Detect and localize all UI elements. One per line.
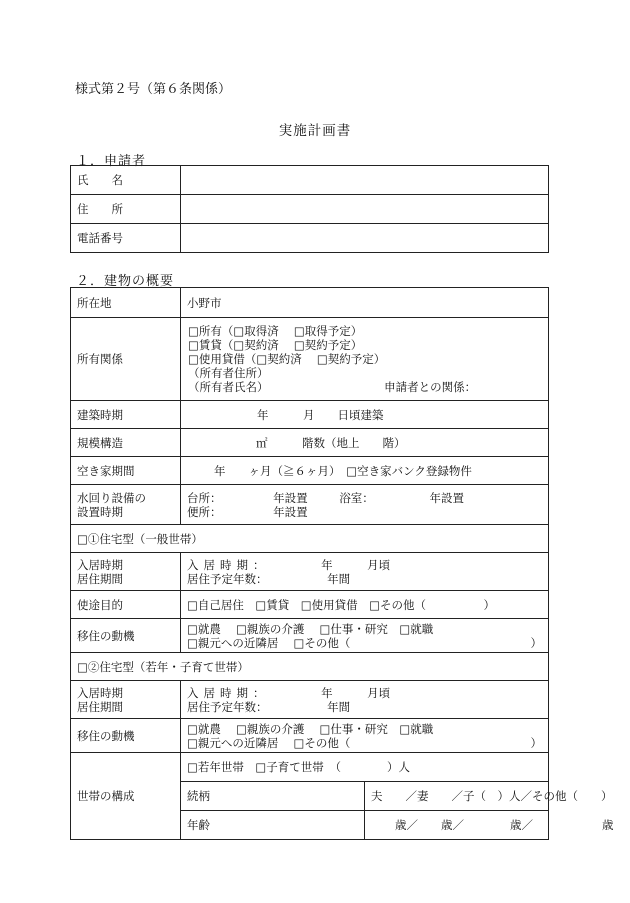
household-type-text: □若年世帯 □子育て世帯 （ ）人 xyxy=(187,760,410,774)
type1-move-in-value: 年 月頃 xyxy=(321,557,391,572)
section-building-heading: ２．建物の概要 xyxy=(76,274,175,289)
table-row xyxy=(71,753,549,840)
name-label: 氏 名 xyxy=(71,166,181,195)
owner-name-label: （所有者氏名） xyxy=(188,380,269,394)
household-subtable xyxy=(181,753,614,839)
type1-stay-caption: 居住予定年数： xyxy=(187,571,268,586)
table-row xyxy=(71,525,549,553)
toilet-label: 便所： xyxy=(187,504,222,519)
table-row xyxy=(71,653,549,681)
toilet-year: 年設置 xyxy=(273,504,308,519)
type1-stay-line xyxy=(187,572,542,586)
type2-stay-value: 年間 xyxy=(327,699,351,714)
type1-period-field[interactable] xyxy=(181,553,549,591)
type2-motive-line1[interactable]: □就農 □親族の介護 □仕事・研究 □就職 xyxy=(187,721,434,736)
location-field[interactable]: 小野市 xyxy=(181,288,549,318)
kitchen-year: 年設置 xyxy=(273,490,308,505)
type2-move-in-line xyxy=(187,686,542,700)
ownership-line-loan[interactable]: □使用貸借（□契約済 □契約予定） xyxy=(188,352,386,366)
household-label: 世帯の構成 xyxy=(71,753,181,840)
type1-motive-label: 移住の動機 xyxy=(71,619,181,653)
table-row xyxy=(71,719,549,753)
bath-year: 年設置 xyxy=(429,490,464,505)
type1-stay-value: 年間 xyxy=(327,571,351,586)
address-label: 住 所 xyxy=(71,195,181,224)
ownership-line-own[interactable]: □所有（□取得済 □取得予定） xyxy=(188,324,363,338)
type2-move-in-caption: 入居時期： xyxy=(187,685,270,700)
applicant-table xyxy=(70,165,549,253)
type2-heading[interactable]: □②住宅型（若年・子育て世帯） xyxy=(71,653,549,681)
table-row xyxy=(71,591,549,619)
name-field[interactable] xyxy=(181,166,549,195)
type1-heading[interactable]: □①住宅型（一般世帯） xyxy=(71,525,549,553)
type2-move-in-value: 年 月頃 xyxy=(321,685,391,700)
type2-period-field[interactable] xyxy=(181,681,549,719)
age-caption: 年齢 xyxy=(181,811,365,840)
ownership-line-rent[interactable]: □賃貸（□契約済 □契約予定） xyxy=(188,338,363,352)
building-table xyxy=(70,287,614,840)
type1-period-label xyxy=(71,553,181,591)
type2-motive-label: 移住の動機 xyxy=(71,719,181,753)
type2-stay-label: 居住期間 xyxy=(77,699,123,714)
table-row xyxy=(71,224,549,253)
phone-label: 電話番号 xyxy=(71,224,181,253)
vacancy-label: 空き家期間 xyxy=(71,457,181,485)
type2-move-in-label: 入居時期 xyxy=(77,685,123,700)
table-row xyxy=(71,195,549,224)
water-line1 xyxy=(187,491,542,505)
type2-motive-field[interactable] xyxy=(181,719,549,753)
relation-label: 申請者との関係： xyxy=(384,380,477,394)
table-row xyxy=(71,485,549,525)
owner-name-line xyxy=(188,380,542,394)
type2-motive-close: ） xyxy=(530,735,542,750)
kitchen-label: 台所： xyxy=(187,490,222,505)
table-row xyxy=(71,166,549,195)
purpose-options[interactable]: □自己居住 □賃貸 □使用貸借 □その他（ ） xyxy=(187,597,495,612)
type2-motive-other[interactable]: □親元への近隣居 □その他（ xyxy=(187,735,351,750)
age-value: 歳／ 歳／ 歳／ 歳 xyxy=(395,818,614,832)
location-label: 所在地 xyxy=(71,288,181,318)
section-applicant-heading: １．申請者 xyxy=(76,154,147,169)
address-field[interactable] xyxy=(181,195,549,224)
purpose-field[interactable] xyxy=(181,591,549,619)
water-label-line2: 設置時期 xyxy=(77,504,123,519)
purpose-label: 使途目的 xyxy=(71,591,181,619)
table-row xyxy=(71,318,549,401)
type1-move-in-caption: 入居時期： xyxy=(187,557,270,572)
scale-label: 規模構造 xyxy=(71,429,181,457)
vacancy-field[interactable] xyxy=(181,457,549,485)
type1-move-in-label: 入居時期 xyxy=(77,557,123,572)
vacancy-value: 年 ヶ月（≧６ヶ月） □空き家バンク登録物件 xyxy=(214,463,472,478)
type1-move-in-line xyxy=(187,558,542,572)
relation-value: 夫 ／妻 ／子（ ）人／その他（ ） xyxy=(371,789,613,803)
table-row xyxy=(71,553,549,591)
bath-label: 浴室： xyxy=(339,490,374,505)
water-label xyxy=(71,485,181,525)
water-label-line1: 水回り設備の xyxy=(77,490,146,505)
built-field[interactable] xyxy=(181,401,549,429)
phone-field[interactable] xyxy=(181,224,549,253)
type1-stay-label: 居住期間 xyxy=(77,571,123,586)
type1-motive-field[interactable] xyxy=(181,619,549,653)
water-field[interactable] xyxy=(181,485,549,525)
water-line2 xyxy=(187,505,542,519)
type2-period-label xyxy=(71,681,181,719)
type2-stay-caption: 居住予定年数： xyxy=(187,699,268,714)
scale-value: ㎡ 階数（地上 階） xyxy=(256,435,406,450)
type2-stay-line xyxy=(187,700,542,714)
relation-caption: 続柄 xyxy=(181,782,365,811)
household-type-options[interactable] xyxy=(181,753,548,782)
document-title: 実施計画書 xyxy=(278,123,352,139)
built-value: 年 月 日頃建築 xyxy=(257,407,384,422)
ownership-label: 所有関係 xyxy=(71,318,181,401)
table-row xyxy=(71,401,549,429)
type1-motive-other[interactable]: □親元への近隣居 □その他（ xyxy=(187,635,351,650)
type1-motive-close: ） xyxy=(530,635,542,650)
household-field xyxy=(181,753,614,840)
table-row xyxy=(71,288,549,318)
table-row xyxy=(71,457,549,485)
owner-address-label: （所有者住所） xyxy=(188,366,269,380)
table-row xyxy=(71,619,549,653)
relation-field[interactable] xyxy=(365,782,613,811)
built-label: 建築時期 xyxy=(71,401,181,429)
type2-motive-line2 xyxy=(187,736,542,750)
type1-motive-line2 xyxy=(187,636,542,650)
scale-field[interactable] xyxy=(181,429,549,457)
ownership-field[interactable] xyxy=(181,318,549,401)
table-row xyxy=(71,429,549,457)
form-number-label: 様式第２号（第６条関係） xyxy=(75,82,232,97)
table-row xyxy=(71,681,549,719)
type1-motive-line1[interactable]: □就農 □親族の介護 □仕事・研究 □就職 xyxy=(187,621,434,636)
age-field[interactable] xyxy=(365,811,614,840)
